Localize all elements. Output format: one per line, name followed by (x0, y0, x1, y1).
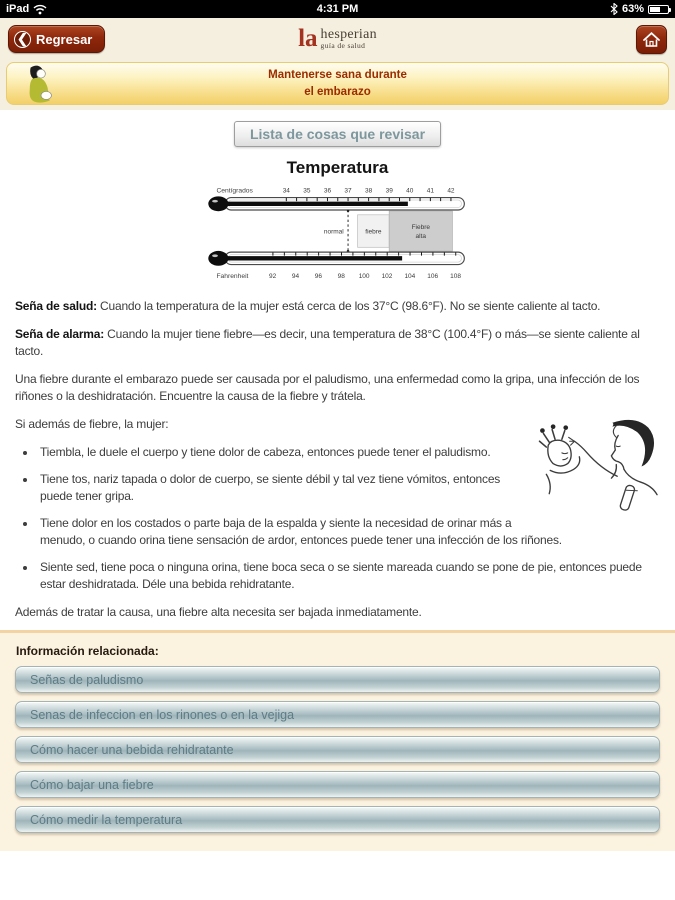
article-content (0, 110, 675, 630)
banner-title (268, 67, 407, 99)
fever-check-illustration (522, 416, 660, 518)
tick-label: 34 (282, 187, 290, 195)
tick-label: 41 (426, 187, 434, 195)
fahrenheit-label: Fahrenheit (215, 272, 248, 280)
related-info-section (0, 630, 675, 851)
banner-title-line1: Mantenerse sana durante (268, 69, 407, 82)
alarm-sign-paragraph (15, 326, 660, 360)
related-button-bajar-fiebre[interactable]: Cómo bajar una fiebre (15, 771, 660, 798)
normal-label: normal (323, 228, 344, 236)
health-sign-text: Cuando la temperatura de la mujer está cerca de los 37°C (98.6°F). No se siente caliente al tacto. (96, 299, 601, 313)
related-button-infeccion-rinones[interactable]: Senas de infeccion en los rinones o en la vejiga (15, 701, 660, 728)
high-fever-label-line2: alta (415, 232, 426, 240)
celsius-scale (282, 187, 454, 194)
tick-label: 96 (314, 272, 322, 280)
fahrenheit-thermometer (208, 251, 464, 266)
related-button-medir-temperatura[interactable]: Cómo medir la temperatura (15, 806, 660, 833)
tick-label: 108 (449, 272, 461, 280)
tick-label: 38 (364, 187, 372, 195)
nav-bar (0, 18, 675, 60)
banner-title-line2: el embarazo (304, 85, 371, 98)
celsius-thermometer (208, 196, 464, 211)
bullet-item: • Tiene tos, nariz tapada o dolor de cuerpo, se siente débil y tal vez tiene vómitos, entonces puede tener gripa. (37, 471, 660, 505)
fever-zones (323, 210, 452, 253)
tick-label: 92 (268, 272, 276, 280)
high-fever-label-line1: Fiebre (411, 224, 430, 232)
logo-title: hesperian (320, 27, 377, 43)
pregnant-woman-illustration (23, 65, 59, 105)
tick-label: 100 (358, 272, 370, 280)
alarm-sign-text: Cuando la mujer tiene fiebre—es decir, una temperatura de 38°C (100.4°F) o más—se siente caliente al tacto. (15, 327, 640, 359)
health-sign-label: Seña de salud: (15, 299, 97, 313)
clock: 4:31 PM (316, 3, 359, 15)
tick-label: 42 (446, 187, 455, 195)
checklist-button[interactable]: Lista de cosas que revisar (234, 121, 441, 147)
tick-label: 40 (405, 187, 413, 195)
battery-percent: 63% (621, 3, 644, 15)
celsius-label: Centígrados (215, 187, 253, 195)
logo-subtitle: guía de salud (320, 41, 366, 51)
header (0, 18, 675, 110)
tick-label: 94 (291, 272, 299, 280)
bullet-item: • Siente sed, tiene poca o ninguna orina, tiene boca seca o se siente mareada cuando se pone de pie, entonces puede estar deshidratada. Déle una bebida rehidratante. (37, 559, 660, 593)
battery-icon (648, 5, 669, 14)
related-heading: Información relacionada: (16, 644, 159, 658)
tick-label: 102 (381, 272, 392, 280)
related-button-paludismo[interactable]: Señas de paludismo (15, 666, 660, 693)
fever-label: fiebre (364, 228, 382, 236)
status-bar (0, 0, 675, 18)
final-paragraph: Además de tratar la causa, una fiebre alta necesita ser bajada inmediatamente. (15, 605, 422, 620)
home-button[interactable] (636, 25, 667, 54)
related-button-bebida-rehidratante[interactable]: Cómo hacer una bebida rehidratante (15, 736, 660, 763)
section-banner (6, 62, 669, 105)
bluetooth-icon (610, 3, 618, 15)
chevron-left-icon: ❮ (14, 31, 31, 48)
tick-label: 39 (385, 187, 393, 195)
tick-label: 104 (403, 272, 415, 280)
tick-label: 106 (426, 272, 438, 280)
home-icon (642, 31, 661, 48)
logo-monogram: la (298, 24, 318, 52)
back-button[interactable] (8, 25, 105, 53)
tick-label: 35 (302, 187, 311, 195)
thermometer-diagram (15, 183, 660, 287)
if-fever-paragraph: Si además de fiebre, la mujer: (15, 417, 169, 432)
tick-label: 98 (337, 272, 345, 280)
tick-label: 36 (323, 187, 331, 195)
page-title: Temperatura (286, 158, 389, 177)
alarm-sign-label: Seña de alarma: (15, 327, 105, 342)
tick-label: 37 (343, 187, 352, 195)
bullet-item: • Tiembla, le duele el cuerpo y tiene dolor de cabeza, entonces puede tener el paludismo. (37, 444, 660, 461)
cause-paragraph: Una fiebre durante el embarazo puede ser causada por el paludismo, una enfermedad como la gripa, una infección de los riñones o la deshidratación. Encuentre la causa de la fiebre y trátela. (15, 372, 640, 404)
back-button-label: Regresar (36, 31, 93, 47)
carrier-label: iPad (6, 3, 30, 15)
fahrenheit-scale (269, 273, 461, 280)
bullet-item: • Tiene dolor en los costados o parte baja de la espalda y siente la necesidad de orinar más a menudo, o cuando orina tiene sensación de ardor, entonces puede tener una infección de los riñones. (37, 515, 660, 549)
health-sign-paragraph (15, 298, 660, 315)
